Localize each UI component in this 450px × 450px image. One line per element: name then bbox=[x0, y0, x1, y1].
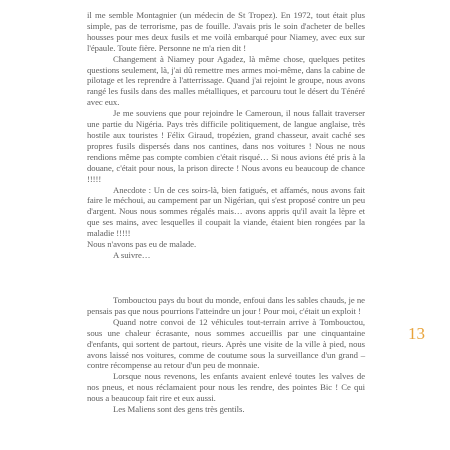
text-section-2 bbox=[87, 295, 365, 415]
to-be-continued: A suivre… bbox=[113, 249, 151, 260]
paragraph: Les Maliens sont des gens très gentils. bbox=[113, 404, 245, 415]
paragraph: Quand notre convoi de 12 véhicules tout-terrain arrive à Tombouctou, sous une chaleur écrasante, nous sommes accueillis par une cinquantaine d'enfants, qui sortent de partout, rieurs. Après une visite de la ville à pied, nous avons laissé nos voitures, comme de coutume sous la surveillance d'un grand – contre récompense au retour d'un peu de monnaie. bbox=[87, 316, 365, 371]
paragraph: Lorsque nous revenons, les enfants avaient enlevé toutes les valves de nos pneus, et nous réclamaient pour nous les rendre, des pointes Bic ! Ce qui nous a beaucoup fait rire et eux aussi. bbox=[87, 371, 365, 404]
paragraph: il me semble Montagnier (un médecin de St Tropez). En 1972, tout était plus simple, pas de terrorisme, pas de fouille. J'avais pris le soin d'acheter de belles housses pour mes deux fusils et me voilà embarqué pour Niamey, avec eux sur l'épaule. Toute fière. Personne ne m'a rien dit ! bbox=[87, 10, 365, 53]
paragraph: Je me souviens que pour rejoindre le Cameroun, il nous fallait traverser une partie du Nigéria. Pays très difficile politiquement, de langue anglaise, très hostile aux touristes ! Félix Giraud, tropézien, grand chasseur, avait caché ses propres fusils dispersés dans nos cantines, dans nos voitures ! Nous ne nous rendions même pas compte combien c'était risqué… Si nous avions été pris à la douane, c'était pour nous, la prison directe ! Nous avons eu beaucoup de chance !!!!! bbox=[87, 108, 365, 184]
text-section-1 bbox=[87, 10, 365, 261]
paragraph: Nous n'avons pas eu de malade. bbox=[87, 239, 197, 250]
page-number: 13 bbox=[408, 324, 425, 343]
paragraph: Changement à Niamey pour Agadez, là même chose, quelques petites questions seulement, là, j'ai dû remettre mes armes moi-même, dans la cabine de pilotage et les reprendre à l'atterrissage. Quand j'ai rejoint le groupe, nous avons rangé les fusils dans des malles métalliques, et parcouru tout le désert du Ténéré avec eux. bbox=[87, 53, 365, 108]
paragraph: Tombouctou pays du bout du monde, enfoui dans les sables chauds, je ne pensais pas que nous pourrions l'atteindre un jour ! Pour moi, c'était un exploit ! bbox=[87, 295, 365, 316]
paragraph-anecdote: Anecdote : Un de ces soirs-là, bien fatigués, et affamés, nous avons fait faire le méchoui, au campement par un Nigérian, qui s'est proposé contre un peu d'argent. Nous nous sommes régalés mais… avons appris qu'il avait la lèpre et que ses mains, avec lesquelles il coupait la viande, étaient bien rongées par la maladie !!!!! bbox=[87, 184, 365, 239]
